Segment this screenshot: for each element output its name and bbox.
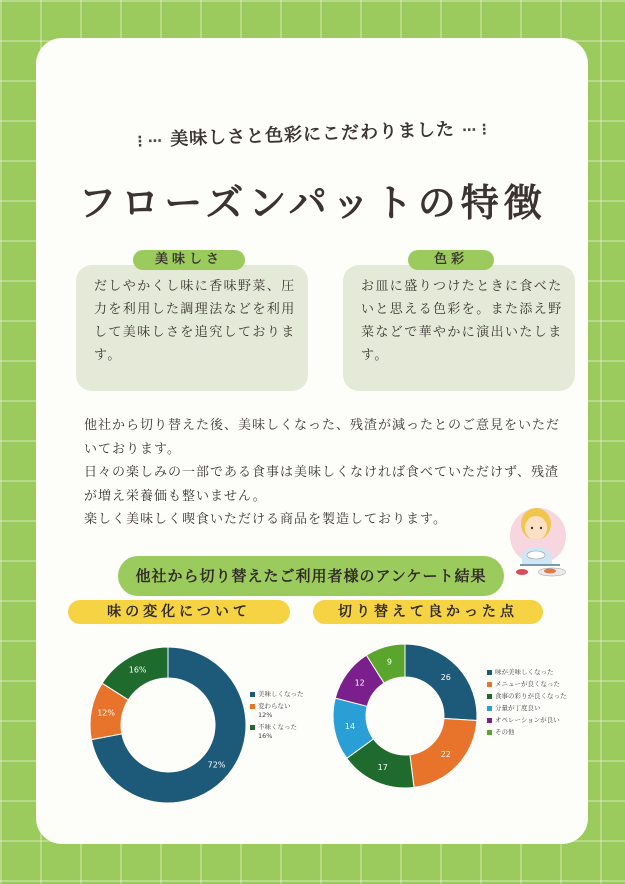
slice-value-label: 14 — [344, 721, 356, 731]
chart2-title: 切り替えて良かった点 — [313, 600, 543, 624]
legend-label: 不味くなった 16% — [258, 723, 297, 740]
legend-item — [250, 723, 312, 741]
legend-item — [487, 680, 577, 689]
legend-swatch — [250, 704, 255, 709]
legend-swatch — [487, 718, 492, 723]
dots-left-decoration: ⋮⋯ — [132, 133, 164, 151]
body-paragraph: 楽しく美味しく喫食いただける商品を製造しております。 — [84, 512, 447, 527]
feature-text-color: お皿に盛りつけたときに食べたいと思える色彩を。また添え野菜などで華やかに演出いたします。 — [361, 279, 563, 363]
woman-eating-illustration — [500, 502, 570, 582]
feature-text-taste: だしやかくし味に香味野菜、圧力を利用した調理法などを利用して美味しさを追究しております。 — [94, 279, 296, 363]
donut-slice-0 — [405, 644, 477, 721]
legend-label: オペレーションが良い — [495, 716, 560, 724]
legend-label: 味が美味しくなった — [495, 668, 554, 676]
chart2-legend — [487, 668, 577, 740]
body-paragraph: 他社から切り替えた後、美味しくなった、残渣が減ったとのご意見をいただいております。 — [84, 418, 561, 457]
legend-item — [487, 716, 577, 725]
slice-value-label: 12 — [354, 678, 365, 688]
survey-banner: 他社から切り替えたご利用者様のアンケート結果 — [118, 556, 504, 596]
legend-swatch — [487, 694, 492, 699]
legend-label: その他 — [495, 728, 515, 736]
legend-item — [487, 704, 577, 713]
page-title: フローズンパットの特徴 — [78, 181, 547, 225]
legend-swatch — [487, 730, 492, 735]
feature-label-taste: 美味しさ — [133, 250, 245, 270]
legend-label: 美味しくなった — [258, 690, 304, 698]
legend-label: 変わらない 12% — [258, 702, 291, 719]
chart1-title: 味の変化について — [68, 600, 290, 624]
body-paragraph: 日々の楽しみの一部である食事は美味しくなければ食べていただけず、残渣が増え栄養価も整いません。 — [84, 465, 559, 504]
body-text — [84, 414, 564, 532]
legend-item — [487, 668, 577, 677]
taste-change-donut-chart — [88, 645, 248, 805]
legend-item — [487, 692, 577, 701]
legend-swatch — [250, 692, 255, 697]
legend-item — [250, 690, 312, 699]
slice-value-label: 9 — [386, 657, 392, 667]
benefits-donut-chart — [332, 643, 478, 789]
legend-label: 食事の彩りが良くなった — [495, 692, 567, 700]
slice-value-label: 22 — [440, 749, 451, 759]
slice-value-label: 26 — [440, 673, 451, 683]
legend-swatch — [250, 725, 255, 730]
feature-box-color — [343, 265, 575, 391]
chart1-legend — [250, 690, 312, 744]
dots-right-decoration: ⋯⋮ — [462, 121, 493, 139]
slice-value-label: 17 — [377, 762, 388, 772]
legend-swatch — [487, 670, 492, 675]
legend-label: メニューが良くなった — [495, 680, 560, 688]
legend-swatch — [487, 706, 492, 711]
legend-label: 分量が丁度良い — [495, 704, 541, 712]
slice-value-label: 72% — [207, 760, 226, 770]
legend-item — [250, 702, 312, 720]
feature-label-color: 色彩 — [408, 250, 494, 270]
legend-swatch — [487, 682, 492, 687]
subtitle-text: 美味しさと色彩にこだわりました — [169, 119, 456, 150]
slice-value-label: 16% — [128, 665, 147, 675]
legend-item — [487, 728, 577, 737]
slice-value-label: 12% — [97, 708, 116, 718]
feature-box-taste — [76, 265, 308, 391]
